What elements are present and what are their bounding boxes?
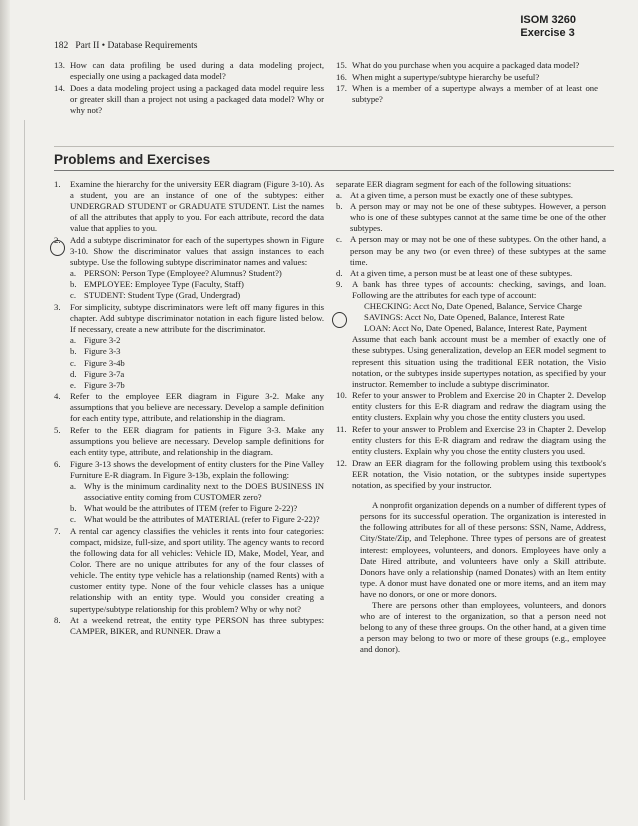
checking-attributes: CHECKING: Acct No, Date Opened, Balance, Service Charge bbox=[364, 301, 582, 312]
question-16: 16. When might a supertype/subtype hierarchy be useful? bbox=[336, 71, 540, 82]
question-13: 13. How can data profiling be used during a data modeling project, especially one using a packaged data model? bbox=[54, 60, 324, 82]
exercise-9-instructions: Assume that each bank account must be a member of exactly one of these subtypes. Using generalization, develop an EER model segment to represent this situation using the traditional EER notation, the Visio notation, or the subtypes inside supertypes notation, as specified by your instructor. Remember to include a subtype discriminator. bbox=[352, 334, 606, 389]
nonprofit-case bbox=[352, 500, 606, 655]
exercise-5: 5. Refer to the EER diagram for patients in Figure 3-3. Make any assumptions you believe are necessary. Develop sample definitions for each entity type, attribute, and relationship in the diagram. bbox=[54, 425, 324, 458]
exercises-right-column bbox=[336, 179, 606, 656]
exercise-1: 1. Examine the hierarchy for the university EER diagram (Figure 3-10). As a student, you are an instance of one of the subtypes: either UNDERGRAD STUDENT or GRADUATE STUDENT. List the names of all the attributes that apply to you. For each attribute, record the data value that applies to you. bbox=[54, 179, 324, 234]
handwritten-circle-2 bbox=[50, 240, 65, 256]
question-17: 17. When is a member of a supertype always a member of at least one subtype? bbox=[336, 83, 598, 105]
section-rule bbox=[54, 170, 614, 171]
section-rule-top bbox=[54, 146, 614, 147]
review-questions-right bbox=[336, 60, 598, 106]
case-paragraph-2: There are persons other than employees, volunteers, and donors who are of interest to the organization, so that a person need not belong to any of these three groups. On the other hand, at a given time a person may belong to two or more of these groups (e.g., employee and donor). bbox=[360, 599, 606, 655]
running-header bbox=[54, 41, 197, 51]
chapter-title: Database Requirements bbox=[107, 41, 198, 51]
exercise-3c: c. Figure 3-4b bbox=[70, 357, 125, 368]
exercise-2: 2. Add a subtype discriminator for each of the supertypes shown in Figure 3-10. Show the discriminator values that assign instances to each subtype. Use the following subtype discriminator names and values: a. PERSON: Person Type (Employee? Alumnus? Student?) b. EMPLOYEE: Employee Type (Faculty, Staff) c. STUDENT: Student Type (Grad, Undergrad) bbox=[54, 234, 324, 301]
exercise-7: 7. A rental car agency classifies the vehicles it rents into four categories: compact, midsize, full-size, and sport utility. The agency wants to record the following data for all vehicles: Vehicle ID, Make, Model, Year, and Color. There are no unique attributes for any of the four classes of vehicle. The entity type vehicle has a relationship (named Rents) with a customer entity type. None of the four vehicle classes has a unique relationship with an entity type. Would you consider creating a supertype/subtype relationship for this problem? Why or why not? bbox=[54, 525, 324, 614]
exercise-label: Exercise 3 bbox=[520, 27, 575, 39]
page-edge-line bbox=[24, 120, 25, 800]
course-label bbox=[520, 14, 576, 40]
question-14: 14. Does a data modeling project using a packaged data model require less or greater skill than a project not using a packaged data model? Why or why not? bbox=[54, 82, 324, 115]
section-title: Problems and Exercises bbox=[54, 152, 211, 167]
exercise-8b: b. A person may or may not be one of these subtypes. However, a person who is one of these subtypes cannot at the same time be one of the other subtypes. bbox=[336, 201, 606, 234]
question-15: 15. What do you purchase when you acquire a packaged data model? bbox=[336, 60, 580, 70]
exercise-3b: b. Figure 3-3 bbox=[70, 346, 121, 357]
exercise-8c: c. A person may or may not be one of these subtypes. On the other hand, a person may be any two (or even three) of these subtypes at the same time. bbox=[336, 234, 606, 267]
exercise-8d: d. At a given time, a person must be at least one of these subtypes. bbox=[336, 267, 573, 278]
exercise-2a: a. PERSON: Person Type (Employee? Alumnus? Student?) bbox=[70, 268, 282, 279]
review-questions-left bbox=[54, 60, 324, 116]
page-number: 182 bbox=[54, 41, 69, 51]
exercise-2c: c. STUDENT: Student Type (Grad, Undergrad) bbox=[70, 290, 241, 301]
exercise-9: 9. A bank has three types of accounts: checking, savings, and loan. Following are the attributes for each type of account: CHECKING: Acct No, Date Opened, Balance, Service Charge SAVINGS: Acct No, Date Opened, Balance, Interest Rate LOAN: Acct No, Date Opened, Balance, Interest Rate, Payment Assume that each bank account must be a member of exactly one of these subtypes. Using generalization, develop an EER model segment to represent this situation using the traditional EER notation, the Visio notation, or the subtypes inside supertypes notation, as specified by your instructor. Remember to include a subtype discriminator. bbox=[336, 278, 606, 389]
exercise-3: 3. For simplicity, subtype discriminators were left off many figures in this chapter. Add subtype discriminator notation in each figure listed below. If necessary, create a new attribute for the discriminator. a. Figure 3-2 b. Figure 3-3 c. Figure 3-4b d. Figure 3-7a e. Figure 3-7b bbox=[54, 302, 324, 390]
exercise-8: 8. At a weekend retreat, the entity type PERSON has three subtypes: CAMPER, BIKER, and RUNNER. Draw a bbox=[54, 615, 324, 637]
exercise-3a: a. Figure 3-2 bbox=[70, 335, 121, 346]
header-bullet: • bbox=[101, 41, 106, 51]
exercise-6b: b. What would be the attributes of ITEM (refer to Figure 2-22)? bbox=[70, 503, 298, 514]
exercise-12: 12. Draw an EER diagram for the following problem using this textbook's EER notation, the Visio notation, or the subtypes inside supertypes notation, as specified by your instructor. A nonprofit organization depends on a number of different types of persons for its successful operation. The organization is interested in the following attributes for all of these persons: SSN, Name, Address, City/State/Zip, and Telephone. Three types of persons are of greatest interest: employees, volunteers, and donors. Employees have only a Date Hired attribute, and volunteers have only a Skill attribute. Donors have only a relationship (named Donates) with an Item entity type. A donor must have donated one or more items, and an item may have no donors, or one or more donors. There are persons other than employees, volunteers, and donors who are of interest to the organization, so that a person need not belong to any of these three groups. On the other hand, at a given time a person may belong to two or more of these groups (e.g., employee and donor). bbox=[336, 457, 606, 655]
exercise-2b: b. EMPLOYEE: Employee Type (Faculty, Staff) bbox=[70, 279, 244, 290]
exercise-6a: a. Why is the minimum cardinality next to the DOES BUSINESS IN associative entity coming from CUSTOMER zero? bbox=[70, 481, 324, 503]
case-paragraph-1: A nonprofit organization depends on a number of different types of persons for its successful operation. The organization is interested in the following attributes for all of these persons: SSN, Name, Address, City/State/Zip, and Telephone. Three types of persons are of greatest interest: employees, volunteers, and donors. Employees have only a Date Hired attribute, and volunteers have only a Skill attribute. Donors have only a relationship (named Donates) with an Item entity type. A donor must have donated one or more items, and an item may have no donors, or one or more donors. bbox=[360, 500, 606, 599]
exercise-6: 6. Figure 3-13 shows the development of entity clusters for the Pine Valley Furniture E-R diagram. In Figure 3-13b, explain the following: a. Why is the minimum cardinality next to the DOES BUSINESS IN associative entity coming from CUSTOMER zero? b. What would be the attributes of ITEM (refer to Figure 2-22)? c. What would be the attributes of MATERIAL (refer to Figure 2-22)? bbox=[54, 458, 324, 525]
part-label: Part II bbox=[75, 41, 100, 51]
exercise-8a: a. At a given time, a person must be exactly one of these subtypes. bbox=[336, 190, 573, 201]
handwritten-circle-9 bbox=[332, 312, 347, 328]
page-binding-shadow bbox=[0, 0, 10, 826]
loan-attributes: LOAN: Acct No, Date Opened, Balance, Interest Rate, Payment bbox=[364, 323, 587, 334]
exercise-3e: e. Figure 3-7b bbox=[70, 379, 125, 390]
exercise-6c: c. What would be the attributes of MATERIAL (refer to Figure 2-22)? bbox=[70, 514, 320, 525]
exercise-10: 10. Refer to your answer to Problem and Exercise 20 in Chapter 2. Develop entity clusters for this E-R diagram and redraw the diagram using the entity clusters. Explain why you chose the entity clusters you used. bbox=[336, 390, 606, 423]
exercise-4: 4. Refer to the employee EER diagram in Figure 3-2. Make any assumptions that you believe are necessary. Develop a sample definition for each entity type, attribute, and relationship in the diagram. bbox=[54, 391, 324, 424]
exercise-3d: d. Figure 3-7a bbox=[70, 368, 125, 379]
exercises-left-column bbox=[54, 179, 324, 638]
savings-attributes: SAVINGS: Acct No, Date Opened, Balance, Interest Rate bbox=[364, 312, 565, 323]
course-code: ISOM 3260 bbox=[520, 14, 576, 26]
exercise-8-continued: separate EER diagram segment for each of the following situations: bbox=[336, 179, 572, 189]
exercise-11: 11. Refer to your answer to Problem and Exercise 23 in Chapter 2. Develop entity clusters for this E-R diagram and redraw the diagram using the entity clusters. Explain why you chose the entity clusters you used. bbox=[336, 424, 606, 457]
